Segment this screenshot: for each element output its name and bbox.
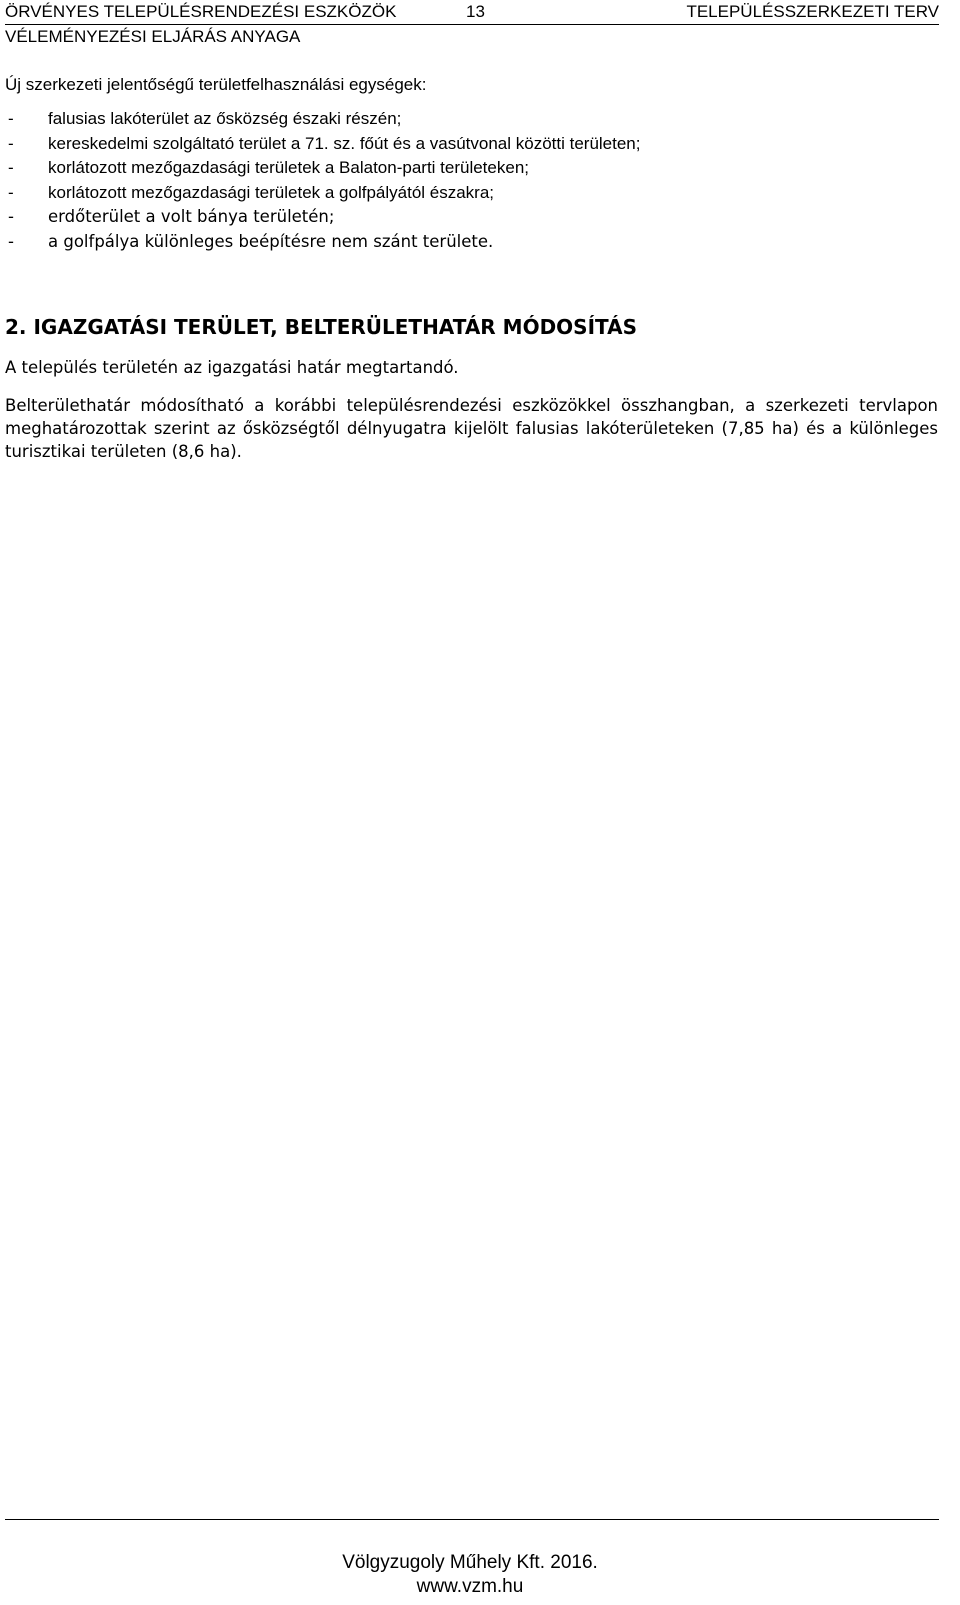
header-plan-title: TELEPÜLÉSSZERKEZETI TERV <box>686 2 939 21</box>
list-item <box>5 156 938 181</box>
footer-company: Völgyzugoly Műhely Kft. 2016. <box>342 1552 598 1573</box>
list-item-text: falusias lakóterület az ősközség északi részén; <box>48 109 402 128</box>
list-dash: - <box>8 133 14 153</box>
list-item-text: erdőterület a volt bánya területén; <box>48 207 335 226</box>
list-item-text: a golfpálya különleges beépítésre nem szánt területe. <box>48 231 494 251</box>
list-item-text: korlátozott mezőgazdasági területek a golfpályától északra; <box>48 182 495 202</box>
footer-website-link[interactable]: www.vzm.hu <box>416 1576 524 1597</box>
list-dash: - <box>8 231 14 251</box>
list-item <box>5 205 938 230</box>
list-dash: - <box>8 158 14 177</box>
list-item-text: kereskedelmi szolgáltató terület a 71. sz. főút és a vasútvonal közötti területen; <box>48 133 641 153</box>
list-item <box>5 132 938 157</box>
header-document-title: ÖRVÉNYES TELEPÜLÉSRENDEZÉSI ESZKÖZÖK <box>5 2 397 21</box>
list-dash: - <box>8 182 14 202</box>
list-item <box>5 107 938 132</box>
list-dash: - <box>8 207 14 226</box>
paragraph-boundary: A település területén az igazgatási határ megtartandó. <box>5 358 459 377</box>
page-content <box>5 73 938 463</box>
paragraph-inner-area: Belterülethatár módosítható a korábbi településrendezési eszközökkel összhangban, a szerkezeti tervlapon meghatározottak szerint az ősközségtől délnyugatra kijelölt falusias lakóterületeken (7,85 ha) és a különleges turisztikai területen (8,6 ha). <box>5 396 938 461</box>
intro-text: Új szerkezeti jelentőségű területfelhasználási egységek: <box>5 75 427 94</box>
section-heading: 2. IGAZGATÁSI TERÜLET, BELTERÜLETHATÁR MÓDOSÍTÁS <box>5 315 637 339</box>
list-dash: - <box>8 109 14 128</box>
header-page-number: 13 <box>466 2 485 21</box>
header-subtitle: VÉLEMÉNYEZÉSI ELJÁRÁS ANYAGA <box>5 27 301 46</box>
list-item-text: korlátozott mezőgazdasági területek a Balaton-parti területeken; <box>48 158 529 177</box>
header-top-row <box>5 0 939 25</box>
list-item <box>5 230 938 255</box>
page-header <box>5 0 939 49</box>
footer-rule <box>5 1519 939 1520</box>
land-use-list <box>5 107 938 254</box>
list-item <box>5 181 938 206</box>
